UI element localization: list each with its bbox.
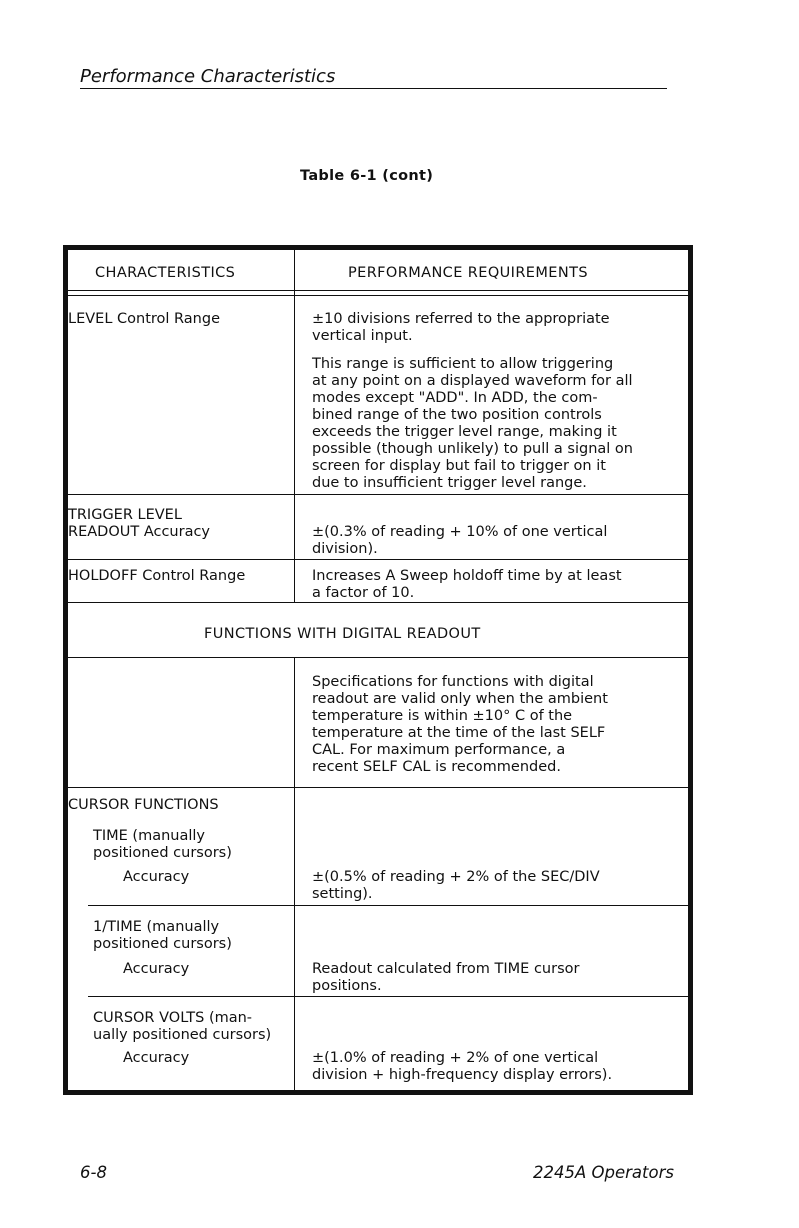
time-accuracy-requirement [312,869,600,903]
column-divider-top [294,250,295,602]
row-holdoff-characteristic: HOLDOFF Control Range [68,568,246,584]
row-rule [88,996,688,997]
req-line: readout are valid only when the ambient [312,691,608,707]
char-line: TRIGGER LEVEL [68,507,182,523]
row-rule [88,905,688,906]
table-caption: Table 6-1 (cont) [300,168,434,184]
header-rule-1 [68,290,688,291]
page-number: 6-8 [80,1163,107,1182]
col-header-characteristics: CHARACTERISTICS [95,265,236,281]
req-line: Increases A Sweep holdoff time by at least [312,568,622,584]
sub-line: TIME (manually [93,828,205,844]
cursor-volts-sub-label [93,1010,271,1044]
inv-time-sub-label [93,919,232,953]
row-trigger-requirement [312,524,607,558]
req-line: ±10 divisions referred to the appropriate [312,311,610,327]
row-rule [68,602,688,603]
row-rule [68,494,688,495]
col-header-requirements: PERFORMANCE REQUIREMENTS [348,265,588,281]
req-line: CAL. For maximum performance, a [312,742,566,758]
document-title: 2245A Operators [533,1163,674,1182]
row-trigger-characteristic [68,507,210,541]
inv-time-accuracy-label: Accuracy [123,961,190,977]
row-level-requirement [312,311,633,492]
req-line: exceeds the trigger level range, making it [312,424,617,440]
sub-line: 1/TIME (manually [93,919,220,935]
req-line: a factor of 10. [312,585,415,601]
req-line: vertical input. [312,328,413,344]
digital-note-requirement [312,674,608,776]
time-accuracy-label: Accuracy [123,869,190,885]
cursor-volts-requirement [312,1050,612,1084]
req-line: bined range of the two position controls [312,407,602,423]
req-line: positions. [312,978,382,994]
req-line: ±(0.3% of reading + 10% of one vertical [312,524,608,540]
req-line: at any point on a displayed waveform for all [312,373,633,389]
req-line: ±(0.5% of reading + 2% of the SEC/DIV [312,869,600,885]
sub-line: positioned cursors) [93,936,232,952]
row-rule [68,559,688,560]
spec-table [63,245,693,1095]
header-rule-2 [68,295,688,296]
req-line: division + high-frequency display errors). [312,1067,613,1083]
req-line: due to insufficient trigger level range. [312,475,587,491]
sub-line: ually positioned cursors) [93,1027,272,1043]
req-line: possible (though unlikely) to pull a signal on [312,441,633,457]
req-line: ±(1.0% of reading + 2% of one vertical [312,1050,599,1066]
section-title: Performance Characteristics [80,66,667,89]
section-rule [68,657,688,658]
column-divider-bottom [294,657,295,1090]
req-line: temperature at the time of the last SELF [312,725,606,741]
row-holdoff-requirement [312,568,622,602]
char-line: READOUT Accuracy [68,524,211,540]
req-line: recent SELF CAL is recommended. [312,759,561,775]
req-line: This range is sufficient to allow triggering [312,356,614,372]
cursor-functions-label: CURSOR FUNCTIONS [68,797,219,813]
sub-line: positioned cursors) [93,845,232,861]
row-level-characteristic: LEVEL Control Range [68,311,220,327]
inv-time-requirement [312,961,579,995]
req-line: screen for display but fail to trigger on it [312,458,606,474]
time-sub-label [93,828,232,862]
cursor-volts-accuracy-label: Accuracy [123,1050,190,1066]
req-line: Specifications for functions with digital [312,674,594,690]
req-line: modes except "ADD". In ADD, the com- [312,390,598,406]
req-line: temperature is within ±10° C of the [312,708,573,724]
req-line: Readout calculated from TIME cursor [312,961,580,977]
req-line: setting). [312,886,373,902]
row-rule [68,787,688,788]
sub-line: CURSOR VOLTS (man- [93,1010,253,1026]
section-heading: FUNCTIONS WITH DIGITAL READOUT [204,626,481,642]
req-line: division). [312,541,378,557]
